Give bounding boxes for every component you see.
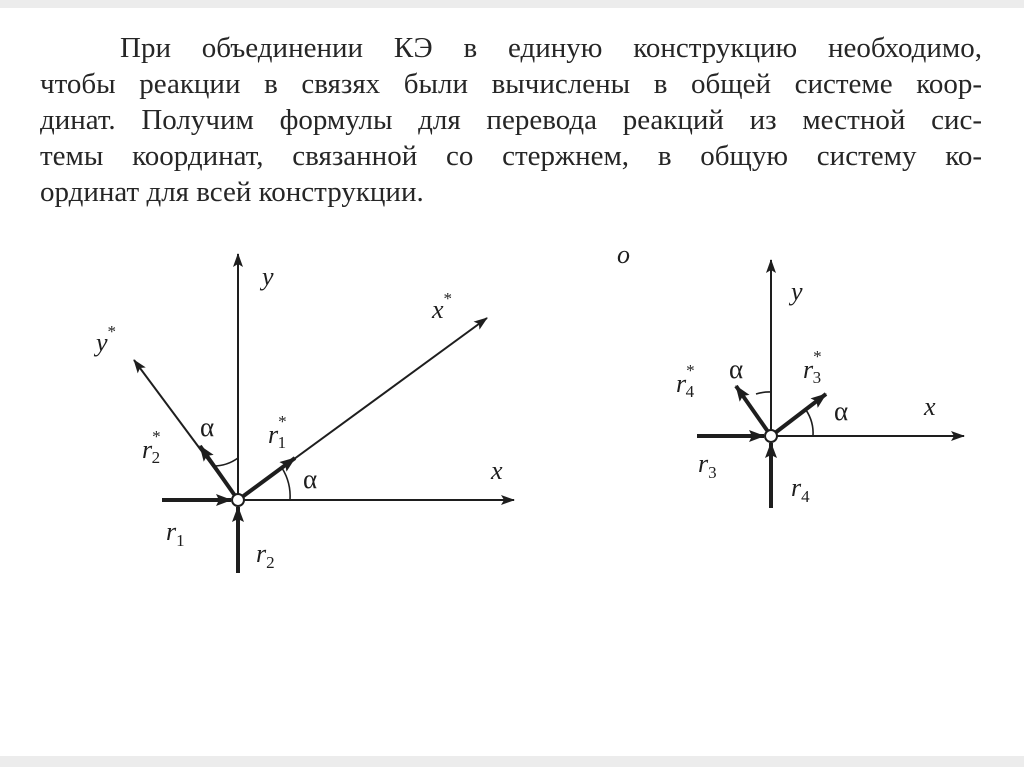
left-x-star-label: x* [432,289,453,324]
left-r1-label: r1 [166,517,185,550]
stray-mark: о [617,240,630,269]
right-r4-star-label: r* 4 [676,361,695,401]
right-r3-label: r3 [698,449,717,482]
left-node-hinge [232,494,244,506]
right-angle-arc-lower [806,410,813,436]
left-r1-star-label: r* 1 [268,412,287,452]
right-angle-arc-upper [756,392,771,394]
left-r2-star-arrow [200,446,238,500]
paragraph-line-3: динат. Получим формулы для перевода реакций из местной сис- [40,104,982,136]
paragraph-line-2: чтобы реакции в связях были вычислены в общей системе коор- [40,68,982,100]
right-node-hinge [765,430,777,442]
right-r3-star-arrow [771,394,826,436]
left-angle-arc-upper [213,458,238,466]
paragraph-line-5: ординат для всей конструкции. [40,176,424,208]
right-r4-star-arrow [736,386,771,436]
left-y-star-label: y* [96,322,117,357]
right-r4-label: r4 [791,473,810,506]
right-alpha-upper: α [729,354,744,384]
left-r2-star-label: r* 2 [142,427,161,467]
right-y-label: y [791,277,803,306]
left-y-label: y [262,262,274,291]
left-x-label: x [491,456,503,485]
right-r3-star-label: r* 3 [803,347,822,387]
left-alpha-lower: α [303,464,318,494]
right-x-label: x [924,392,936,421]
paragraph-line-4: темы координат, связанной со стержнем, в общую систему ко- [40,140,982,172]
diagram-right [676,260,964,508]
left-alpha-upper: α [200,412,215,442]
diagram-left [93,254,514,573]
left-angle-arc-lower [282,468,290,500]
paragraph-line-1: При объединении КЭ в единую конструкцию необходимо, [120,32,982,64]
left-r2-label: r2 [256,539,275,572]
right-alpha-lower: α [834,396,849,426]
